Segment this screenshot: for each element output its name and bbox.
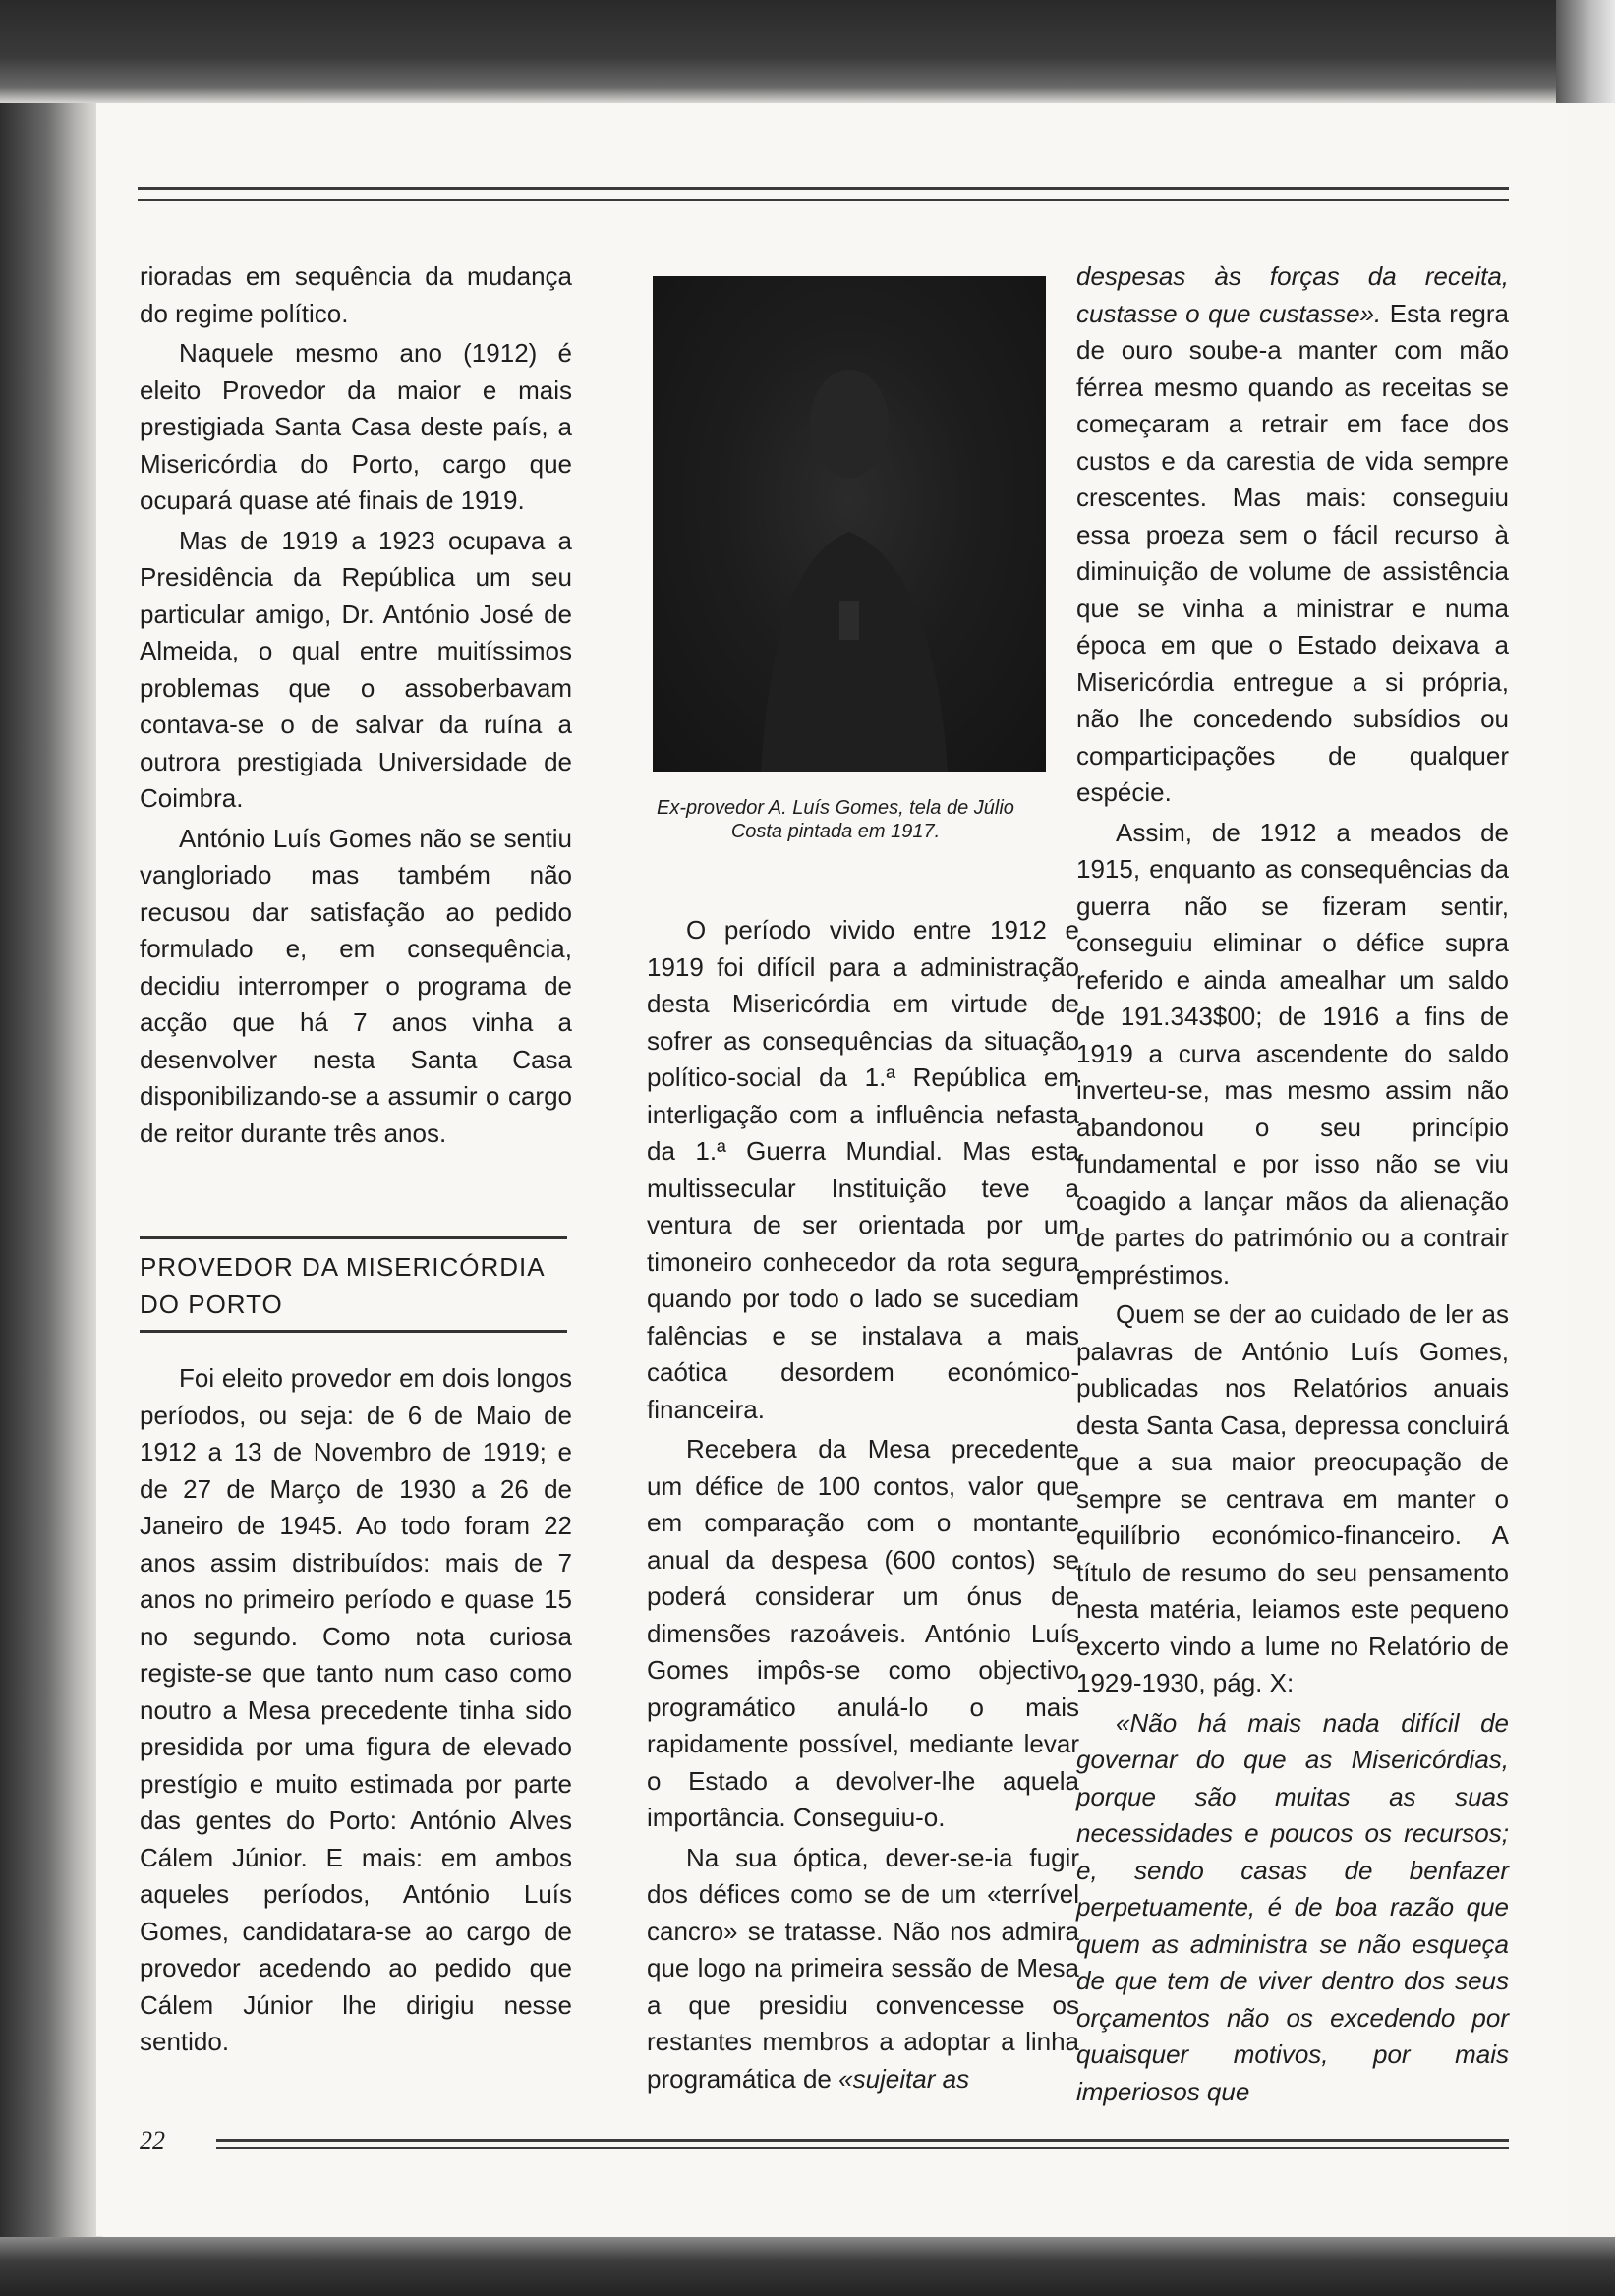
- scan-top-edge: [0, 0, 1615, 103]
- page-number: 22: [140, 2126, 165, 2154]
- section-body: [140, 1360, 572, 2064]
- figure-caption: Ex-provedor A. Luís Gomes, tela de Júlio Costa pintada em 1917.: [657, 797, 1014, 842]
- quote-paragraph: «Não há mais nada difícil de governar do que as Misericórdias, porque são muitas as suas necessidades e poucos os recursos; e, sendo casas de benfazer perpetuamente, é de boa razão que quem as administra se não esqueça de que tem de viver dentro dos seus orçamentos não os excedendo por quaisquer motivos, por mais imperiosos que: [1076, 1707, 1509, 2106]
- paragraph: Mas de 1919 a 1923 ocupava a Presidência da República um seu particular amigo, Dr. António José de Almeida, o qual entre muitíssimos problemas que o assoberbavam contava-se o de salvar da ruína a outrora prestigiada Universidade de Coimbra.: [140, 525, 572, 813]
- column-3: [1076, 258, 1509, 2113]
- section-heading: [140, 1248, 572, 1323]
- top-double-rule: [138, 187, 1509, 201]
- scan-top-right-edge: [1556, 0, 1615, 103]
- paragraph: Naquele mesmo ano (1912) é eleito Provedor da maior e mais prestigiada Santa Casa deste país, a Misericórdia do Porto, cargo que ocupará quase até finais de 1919.: [140, 338, 572, 515]
- text-run: Esta regra de ouro soube-a manter com mão férrea mesmo quando as receitas se começaram a retrair em face dos custos e da carestia de vida sempre crescentes. Mas mais: conseguiu essa proeza sem o fácil recurso à diminuição de volume de assistência que se vinha a ministrar e numa época em que o Estado deixava a Misericórdia entregue a si própria, não lhe concedendo subsídios ou comparticipações de qualquer espécie.: [1076, 298, 1510, 807]
- section-rule-top: [140, 1236, 567, 1239]
- portrait-painting: [653, 276, 1046, 772]
- quote-run: despesas às forças da receita, custasse o que custasse».: [1076, 261, 1509, 328]
- section-heading-line-2: DO PORTO: [140, 1290, 283, 1319]
- paragraph: rioradas em sequência da mudança do regime político.: [140, 261, 572, 328]
- column-1: [140, 258, 572, 1155]
- quote-run: «sujeitar as: [838, 2063, 970, 2094]
- paragraph: Assim, de 1912 a meados de 1915, enquanto as consequências da guerra não se fizeram sentir, conseguiu eliminar o défice supra referido e ainda amealhar um saldo de 191.343$00; de 1916 a fins de 1919 a curva ascendente do saldo inverteu-se, mas mesmo assim não abandonou o seu princípio fundamental e por isso não se viu coagido a lançar mãos da alienação de partes do património ou a contrair empréstimos.: [1076, 817, 1509, 1290]
- scan-bottom-edge: [0, 2237, 1615, 2296]
- column-2: [647, 912, 1079, 2100]
- portrait-image: [653, 276, 1046, 772]
- paragraph: Foi eleito provedor em dois longos períodos, ou seja: de 6 de Maio de 1912 a 13 de Novembro de 1919; e de 27 de Março de 1930 a 26 de Janeiro de 1945. Ao todo foram 22 anos assim distribuídos: mais de 7 anos no primeiro período e quase 15 no segundo. Como nota curiosa registe-se que tanto num caso como noutro a Mesa precedente tinha sido presidida por uma figura de elevado prestígio e muito estimada por parte das gentes do Porto: António Alves Cálem Júnior. E mais: em ambos aqueles períodos, António Luís Gomes, candidatara-se ao cargo de provedor acedendo ao pedido que Cálem Júnior lhe dirigiu nesse sentido.: [140, 1363, 572, 2056]
- paragraph: António Luís Gomes não se sentiu vangloriado mas também não recusou dar satisfação ao pedido formulado e, em consequência, decidiu interromper o programa de acção que há 7 anos vinha a desenvolver nesta Santa Casa disponibilizando-se a assumir o cargo de reitor durante três anos.: [140, 823, 572, 1148]
- footer-double-rule: [216, 2139, 1509, 2149]
- text-run: Na sua óptica, dever-se-ia fugir dos défices como se de um «terrível cancro» se tratasse. Não nos admira que logo na primeira sessão de Mesa a que presidiu convencesse os restantes membros a adoptar a linha programática de: [647, 1842, 1079, 2094]
- paragraph: [1076, 258, 1509, 812]
- paragraph: O período vivido entre 1912 e 1919 foi difícil para a administração desta Misericórdia em virtude de sofrer as consequências da situação político-social da 1.ª República em interligação com a influência nefasta da 1.ª Guerra Mundial. Mas esta multissecular Instituição teve a ventura de ser orientada por um timoneiro conhecedor da rota segura quando por todo o lado se sucediam falências e se instalava a mais caótica desordem económico-financeira.: [647, 915, 1079, 1424]
- paragraph: Quem se der ao cuidado de ler as palavras de António Luís Gomes, publicadas nos Relatórios anuais desta Santa Casa, depressa concluirá que a sua maior preocupação de sempre se centrava em manter o equilíbrio económico-financeiro. A título de resumo do seu pensamento nesta matéria, leiamos este pequeno excerto vindo a lume no Relatório de 1929-1930, pág. X:: [1076, 1299, 1509, 1697]
- paragraph: Recebera da Mesa precedente um défice de 100 contos, valor que em comparação com o montante anual da despesa (600 contos) se poderá considerar um ónus de dimensões razoáveis. António Luís Gomes impôs-se como objectivo programático anulá-lo o mais rapidamente possível, mediante levar o Estado a devolver-lhe aquela importância. Conseguiu-o.: [647, 1434, 1079, 1832]
- section-heading-line-1: PROVEDOR DA MISERICÓRDIA: [140, 1252, 546, 1282]
- scan-left-edge: [0, 0, 103, 2296]
- section-rule-bottom: [140, 1330, 567, 1333]
- paragraph: [647, 1840, 1079, 2098]
